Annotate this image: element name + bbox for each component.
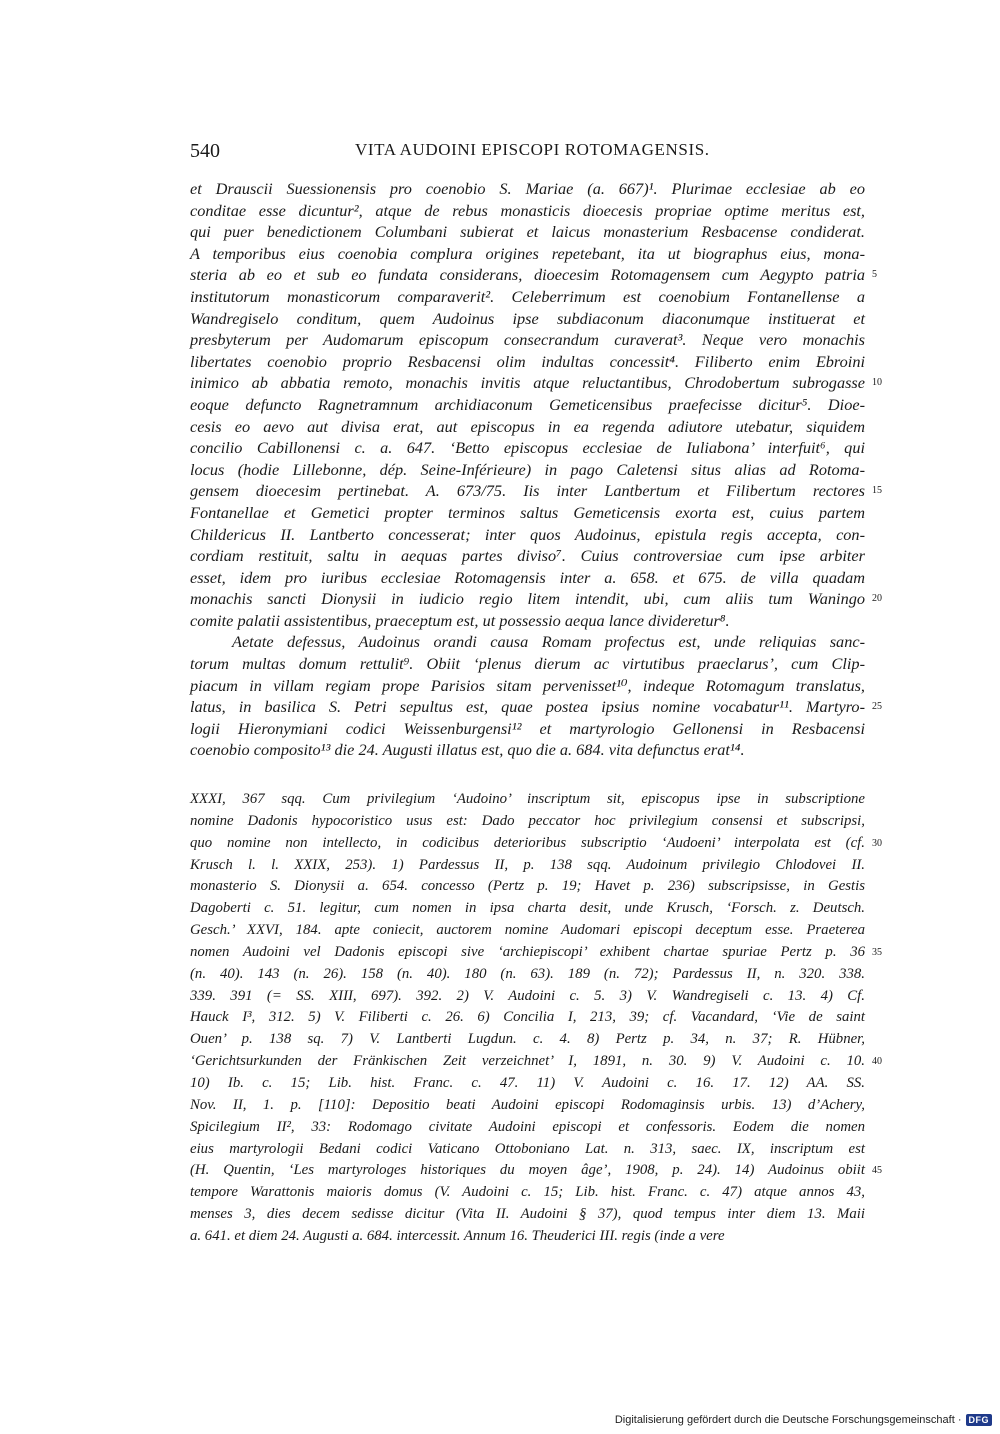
text-line: coenobio composito¹³ die 24. Augusti illatus est, quo die a. 684. vita defunctus erat¹⁴. xyxy=(190,740,745,760)
text-line: monasterio S. Dionysii a. 654. concesso (Pertz p. 19; Havet p. 236) subscripsisse, in Gestis xyxy=(190,878,865,895)
text-line: comite palatii assistentibus, praeceptum est, ut possessio aequa lance divideretur⁸. xyxy=(190,610,730,630)
text-line: locus (hodie Lillebonne, dép. Seine-Inférieure) in pago Caletensi situs alias ad Rotoma- xyxy=(190,459,865,479)
text-line: nomine Dadonis hypocoristico usus est: Dado peccator hoc privilegium consensi et subscripsi, xyxy=(190,812,865,829)
text-line: 10) Ib. c. 15; Lib. hist. Franc. c. 47. 11) V. Audoini c. 16. 17. 12) AA. SS. xyxy=(190,1074,865,1091)
text-line: Gesch.’ XXVI, 184. apte coniecit, auctorem nomine Audomari episcopi deceptum esse. Praeterea xyxy=(190,922,865,939)
page-header xyxy=(190,140,870,170)
line-number: 10 xyxy=(872,377,882,389)
text-line: menses 3, dies decem sedisse dicitur (Vita II. Audoini § 37), quod tempus inter diem 13. Maii xyxy=(190,1206,865,1223)
text-line: steria ab eo et sub eo fundata considerans, dioecesim Rotomagensem cum Aegypto patria xyxy=(190,265,865,285)
text-line: concilio Cabillonensi c. a. 647. ‘Betto episcopus ecclesiae de Iuliabona’ interfuit⁶, qui xyxy=(190,438,865,458)
running-title: VITA AUDOINI EPISCOPI ROTOMAGENSIS. xyxy=(355,140,710,159)
paragraph-1 xyxy=(190,178,865,631)
text-line: torum multas domum rettulit⁹. Obiit ‘plenus dierum ac virtutibus praeclarus’, cum Clip- xyxy=(190,654,865,674)
text-line: Childericus II. Lantberto concesserat; inter quos Audoinus, epistula regis accepta, con- xyxy=(190,524,865,544)
line-number: 15 xyxy=(872,485,882,497)
text-line: a. 641. et diem 24. Augusti a. 684. intercessit. Annum 16. Theuderici III. regis (inde a vere xyxy=(190,1227,725,1244)
text-line: Fontanellae et Gemetici propter terminos saltus Gemeticensis exorta est, cuius partem xyxy=(190,502,865,522)
text-line: Aetate defessus, Audoinus orandi causa Romam profectus est, unde reliquias sanc- xyxy=(232,632,865,652)
text-line: Krusch l. l. XXIX, 253). 1) Pardessus II, p. 138 sqq. Audoinum privilegio Chlodovei II. xyxy=(190,856,865,873)
text-line: et Drauscii Suessionensis pro coenobio S. Mariae (a. 667)¹. Plurimae ecclesiae ab eo xyxy=(190,179,865,198)
text-line: Ouen’ p. 138 sq. 7) V. Lantberti Lugdun. c. 4. 8) Pertz p. 34, n. 37; R. Hübner, xyxy=(190,1031,865,1048)
line-number: 45 xyxy=(872,1165,882,1177)
text-line: institutorum monasticorum comparaverit². Celeberrimum est coenobium Fontanellense a xyxy=(190,286,865,306)
text-line: XXXI, 367 sqq. Cum privilegium ‘Audoino’ inscriptum sit, episcopus ipse in subscriptione xyxy=(190,791,865,807)
text-line: qui puer benedictionem Columbani subierat et laicus monasterium Resbacense condiderat. xyxy=(190,222,865,242)
text-line: latus, in basilica S. Petri sepultus est, quae postea ipsius nomine vocabatur¹¹. Martyro- xyxy=(190,697,865,717)
dfg-logo: DFG xyxy=(966,1414,993,1426)
text-line: ‘Gerichtsurkunden der Fränkischen Zeit verzeichnet’ I, 1891, n. 30. 9) V. Audoini c. 10. xyxy=(190,1053,865,1070)
line-number: 40 xyxy=(872,1056,882,1068)
main-text xyxy=(190,178,865,761)
text-line: tempore Warattonis maioris domus (V. Audoini c. 15; Lib. hist. Franc. c. 47) atque annos 43, xyxy=(190,1184,865,1201)
line-number: 20 xyxy=(872,593,882,605)
text-line: gensem dioecesim pertinebat. A. 673/75. Iis inter Lantbertum et Filibertum rectores xyxy=(190,481,865,501)
line-number: 25 xyxy=(872,701,882,713)
text-line: monachis sancti Dionysii in iudicio regio litem intendit, ubi, cum aliis tum Waningo xyxy=(190,589,865,609)
text-line: (n. 40). 143 (n. 26). 158 (n. 40). 180 (n. 63). 189 (n. 72); Pardessus II, n. 320. 338. xyxy=(190,965,865,982)
text-line: eoque defuncto Ragnetramnum archidiaconum Gemeticensibus praefecisse dicitur⁵. Dioe- xyxy=(190,394,865,414)
text-line: nomen Audoini vel Dadonis episcopi sive ‘archiepiscopi’ exhibent chartae spuriae Pertz p. 36 xyxy=(190,943,865,960)
line-number: 35 xyxy=(872,946,882,958)
text-line: eius martyrologii Bedani codici Vaticano Ottoboniano Lat. n. 313, saec. IX, inscriptum est xyxy=(190,1140,865,1157)
line-number: 30 xyxy=(872,837,882,849)
text-line: inimico ab abbatia remoto, monachis invitis atque reluctantibus, Chrodobertum subrogasse xyxy=(190,373,865,393)
paragraph-2 xyxy=(190,631,865,761)
text-line: presbyterum per Audomarum episcopum consecrandum curaverat³. Neque vero monachis xyxy=(190,330,865,350)
text-line: 339. 391 (= SS. XIII, 697). 392. 2) V. Audoini c. 5. 3) V. Wandregiseli c. 13. 4) Cf. xyxy=(190,987,865,1004)
footer xyxy=(615,1414,992,1426)
text-line: A temporibus eius coenobia complura origines repetebant, ita ut biographus eius, mona- xyxy=(190,243,865,263)
text-line: Spicilegium II², 33: Rodomago civitate Audoini episcopi et confessoris. Eodem die nomen xyxy=(190,1118,865,1135)
text-line: esset, idem pro iuribus ecclesiae Rotomagensis inter a. 658. et 675. de villa quadam xyxy=(190,567,865,587)
text-line: cordiam restituit, saltu in aequas partes diviso⁷. Cuius controversiae cum ipse arbiter xyxy=(190,546,865,566)
text-line: conditae esse dicuntur², atque de rebus monasticis dioecesis propriae optime meritus est, xyxy=(190,200,865,220)
text-line: quo nomine non intellecto, in codicibus deterioribus subscriptio ‘Audoeni’ interpolata est (cf. xyxy=(190,834,865,851)
text-line: piacum in villam regiam prope Parisios sitam pervenisset¹⁰, indeque Rotomagum translatus, xyxy=(190,675,865,695)
text-line: logii Hieronymiani codici Weissenburgensi¹² et martyrologio Gellonensi in Resbacensi xyxy=(190,718,865,738)
footnotes xyxy=(190,789,865,1248)
text-line: (H. Quentin, ‘Les martyrologes historiques du moyen âge’, 1908, p. 24). 14) Audoinus obiit xyxy=(190,1162,865,1179)
line-number: 5 xyxy=(872,269,877,281)
funding-text: Digitalisierung gefördert durch die Deutsche Forschungsgemeinschaft · xyxy=(614,1414,962,1426)
text-line: Wandregiselo conditum, quem Audoinus ipse subdiaconum diaconumque instituerat et xyxy=(190,308,865,328)
text-line: Hauck I³, 312. 5) V. Filiberti c. 26. 6) Concilia I, 213, 39; cf. Vacandard, ‘Vie de saint xyxy=(190,1009,865,1026)
text-line: libertates coenobio proprio Resbacensi olim indultas concessit⁴. Filiberto enim Ebroini xyxy=(190,351,865,371)
text-line: cesis eo aevo aut divisa erat, aut episcopus in ea regenda adiutore utebatur, siquidem xyxy=(190,416,865,436)
page-number: 540 xyxy=(190,140,220,162)
text-line: Nov. II, 1. p. [110]: Depositio beati Audoini episcopi Rodomaginsis urbis. 13) d’Achery, xyxy=(190,1096,865,1113)
text-line: Dagoberti c. 51. legitur, cum nomen in ipsa charta desit, unde Krusch, ‘Forsch. z. Deutsch. xyxy=(190,900,865,917)
